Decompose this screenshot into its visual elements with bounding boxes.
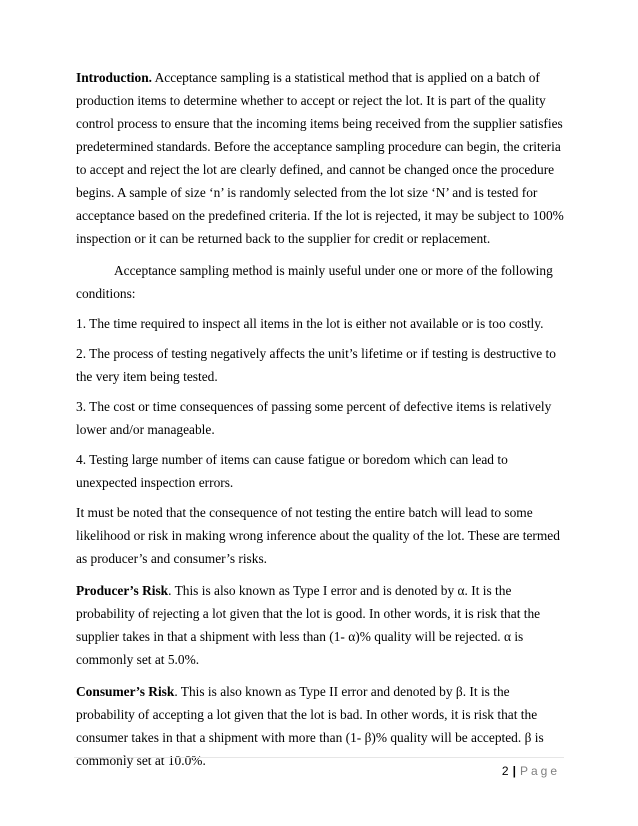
footer-divider (74, 757, 564, 758)
footer-separator: | (512, 764, 516, 778)
consumer-risk-heading: Consumer’s Risk (76, 684, 175, 699)
page-number: 2 (501, 764, 509, 778)
condition-item-1: 1. The time required to inspect all items in the lot is either not available or is too costly. (76, 316, 544, 331)
conditions-intro-paragraph: Acceptance sampling method is mainly useful under one or more of the following conditions: (76, 263, 553, 301)
intro-heading: Introduction. (76, 70, 153, 85)
condition-item-3: 3. The cost or time consequences of passing some percent of defective items is relatively lower and/or manageable. (76, 399, 552, 437)
intro-paragraph (76, 66, 566, 250)
condition-item-2: 2. The process of testing negatively affects the unit’s lifetime or if testing is destructive to the very item being tested. (76, 346, 556, 384)
condition-item-4: 4. Testing large number of items can cause fatigue or boredom which can lead to unexpected inspection errors. (76, 452, 508, 490)
consumer-risk-paragraph (76, 680, 566, 772)
producer-risk-heading: Producer’s Risk (76, 583, 169, 598)
intro-text: Acceptance sampling is a statistical method that is applied on a batch of production items to determine whether to accept or reject the lot. It is part of the quality control process to ensure that the incoming items being received from the supplier satisfies predetermined standards. Before the acceptance sampling procedure can begin, the criteria to accept and reject the lot are clearly defined, and cannot be changed once the procedure begins. A sample of size ‘n’ is randomly selected from the lot size ‘N’ and is tested for acceptance based on the predefined criteria. If the lot is rejected, it may be subject to 100% inspection or it can be returned back to the supplier for credit or replacement. (76, 70, 564, 246)
body-text (76, 66, 566, 781)
producer-risk-text: . This is also known as Type I error and is denoted by α. It is the probability of rejecting a lot given that the lot is good. In other words, it is risk that the supplier takes in that a shipment with less than (1- α)% quality will be rejected. α is commonly set at 5.0%. (76, 583, 541, 667)
risk-note-paragraph: It must be noted that the consequence of not testing the entire batch will lead to some likelihood or risk in making wrong inference about the quality of the lot. These are termed as producer’s and consumer’s risks. (76, 505, 560, 566)
consumer-risk-text: . This is also known as Type II error and denoted by β. It is the probability of accepting a lot given that the lot is bad. In other words, it is risk that the consumer takes in that a shipment with more than (1- β)% quality will be accepted. β is commonly set at 10.0%. (76, 684, 544, 768)
producer-risk-paragraph (76, 579, 566, 671)
page-footer (502, 760, 560, 783)
page-label: Page (519, 764, 560, 778)
